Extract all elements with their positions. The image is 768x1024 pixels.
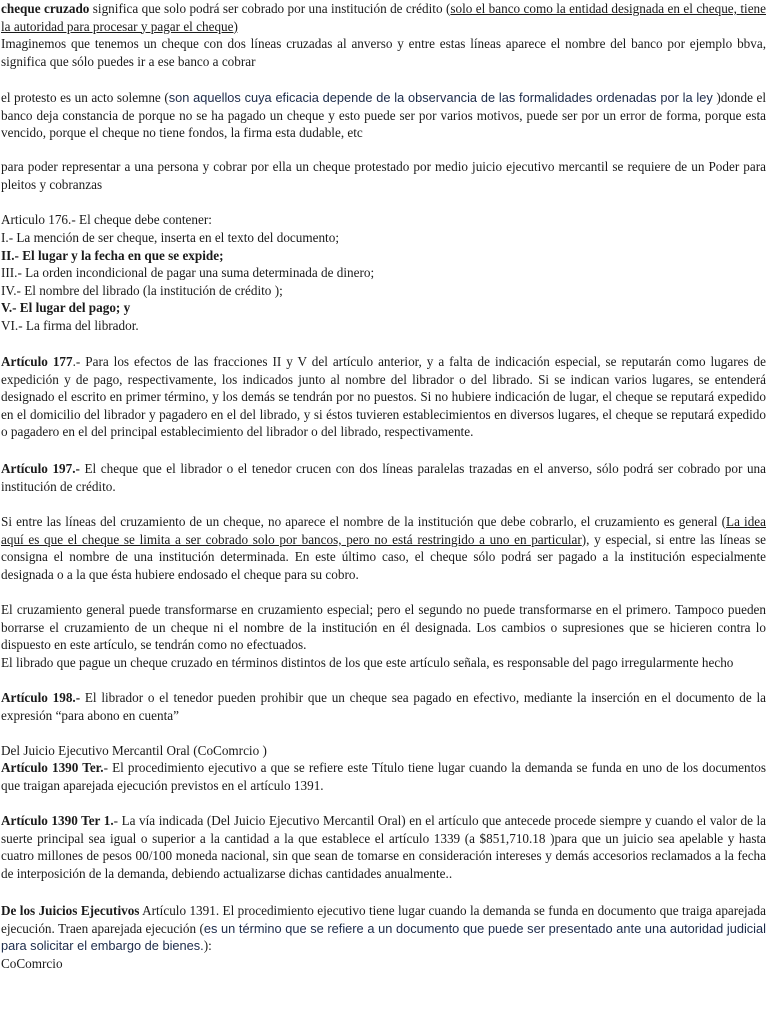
articulo-176-heading: Articulo 176.- El cheque debe contener: [1, 212, 212, 227]
juicios-ejecutivos-paragraph: De los Juicios Ejecutivos Artículo 1391. El procedimiento ejecutivo tiene lugar cuando la demanda se funda en documento que traiga aparejada ejecución. Traen aparejada ejecución (es un término que se refiere a un documento que puede ser presentado ante una autoridad judicial para solicitar el embargo de bienes.): [1, 903, 766, 954]
cheque-cruzado-definition: cheque cruzado significa que solo podrá ser cobrado por una institución de crédito (solo el banco como la entidad designada en el cheque, tiene la autoridad para procesar y pagar el cheque) [1, 1, 766, 34]
articulo-197-paragraph: Artículo 197.- El cheque que el librador o el tenedor crucen con dos líneas paralelas trazadas en el anverso, sólo podrá ser cobrado por una institución de crédito. [1, 461, 766, 494]
cheque-cruzado-term: cheque cruzado [1, 1, 90, 16]
articulo-1390-ter-paragraph: Artículo 1390 Ter.- El procedimiento ejecutivo a que se refiere este Título tiene lugar cuando la demanda se funda en uno de los documentos que traigan aparejada ejecución previstos en el artículo 1391. [1, 760, 766, 793]
cheque-cruzado-underlined-note: solo el banco como la entidad designada en el cheque, tiene la autoridad para procesar y pagar el cheque) [1, 1, 766, 34]
articulo-198-paragraph: Artículo 198.- El librador o el tenedor pueden prohibir que un cheque sea pagado en efectivo, mediante la inserción en el documento de la expresión “para abono en cuenta” [1, 690, 766, 723]
cocomrcio-source: CoComrcio [1, 956, 63, 971]
aparejada-ejecucion-note: es un término que se refiere a un documento que puede ser presentado ante una autoridad judicial para solicitar el embargo de bienes. [1, 920, 766, 954]
articulo-176-item-4: IV.- El nombre del librado (la institución de crédito ); [1, 283, 283, 298]
juicio-ejecutivo-oral-heading: Del Juicio Ejecutivo Mercantil Oral (CoComrcio ) [1, 743, 267, 758]
protesto-definition-note: son aquellos cuya eficacia depende de la observancia de las formalidades ordenadas por la ley [168, 90, 713, 105]
articulo-176-item-2: II.- El lugar y la fecha en que se expide; [1, 248, 224, 263]
articulo-1390-ter-label: Artículo 1390 Ter. [1, 760, 104, 775]
juicios-ejecutivos-label: De los Juicios Ejecutivos [1, 903, 140, 918]
librado-responsable-paragraph: El librado que pague un cheque cruzado en términos distintos de los que este artículo señala, es responsable del pago irregularmente hecho [1, 655, 734, 670]
articulo-176-item-1: I.- La mención de ser cheque, inserta en el texto del documento; [1, 230, 339, 245]
articulo-1390-ter-1-label: Artículo 1390 Ter 1. [1, 813, 114, 828]
protesto-paragraph: el protesto es un acto solemne (son aquellos cuya eficacia depende de la observancia de las formalidades ordenadas por la ley )donde el banco deja constancia de porque no se ha pagado un cheque y esto puede ser por varios motivos, puede ser por un error de forma, porque esta vencido, porque el cheque no tiene fondos, la firma esta dudable, etc [1, 90, 766, 141]
cruzamiento-general-underlined-note: La idea aquí es que el cheque se limita a ser cobrado solo por bancos, pero no está restringido a uno en particular [1, 514, 766, 547]
articulo-177-label: Artículo 177 [1, 354, 73, 369]
cheque-cruzado-example: Imaginemos que tenemos un cheque con dos líneas cruzadas al anverso y entre estas líneas aparece el nombre del banco por ejemplo bbva, significa que sólo puedes ir a ese banco a cobrar [1, 36, 766, 69]
cruzamiento-general-paragraph: Si entre las líneas del cruzamiento de un cheque, no aparece el nombre de la institución que debe cobrarlo, el cruzamiento es general (La idea aquí es que el cheque se limita a ser cobrado solo por bancos, pero no está restringido a uno en particular), y especial, si entre las líneas se consigna el nombre de una institución determinada. En este último caso, el cheque sólo podrá ser pagado a la institución especialmente designada o a la que ésta hubiere endosado el cheque para su cobro. [1, 514, 766, 582]
articulo-197-label: Artículo 197.- [1, 461, 80, 476]
articulo-176-item-6: VI.- La firma del librador. [1, 318, 139, 333]
articulo-198-label: Artículo 198.- [1, 690, 81, 705]
articulo-176-item-3: III.- La orden incondicional de pagar una suma determinada de dinero; [1, 265, 375, 280]
poder-paragraph: para poder representar a una persona y cobrar por ella un cheque protestado por medio juicio ejecutivo mercantil se requiere de un Poder para pleitos y cobranzas [1, 159, 766, 192]
articulo-1390-ter-1-paragraph: Artículo 1390 Ter 1.- La vía indicada (Del Juicio Ejecutivo Mercantil Oral) en el artículo que antecede procede siempre y cuando el valor de la suerte principal sea igual o superior a la cantidad a la que establece el artículo 1339 (a $851,710.18 )para que un juicio sea apelable y hasta cuatro millones de pesos 00/100 moneda nacional, sin que sean de tomarse en consideración intereses y demás accesorios reclamados a la fecha de interposición de la demanda, debiendo actualizarse dichas cantidades anualmente.. [1, 813, 766, 881]
cruzamiento-transformacion-paragraph: El cruzamiento general puede transformarse en cruzamiento especial; pero el segundo no puede transformarse en el primero. Tampoco pueden borrarse el cruzamiento de un cheque ni el nombre de la institución en él designada. Los cambios o supresiones que se hicieren contra lo dispuesto en este artículo, se tendrán como no efectuados. [1, 602, 766, 653]
articulo-177-paragraph: Artículo 177.- Para los efectos de las fracciones II y V del artículo anterior, y a falta de indicación especial, se reputarán como lugares de expedición y de pago, respectivamente, los indicados junto al nombre del librador o del librado. Si se indican varios lugares, se entenderá designado el escrito en primer término, y los demás se tendrán por no puestos. Si no hubiere indicación de lugar, el cheque se reputará expedido en el domicilio del librador y pagadero en el del librado, y si éstos tuvieren establecimientos en diversos lugares, el cheque se reputará expedido o pagadero en el del principal establecimiento del librador o del librado, respectivamente. [1, 354, 766, 440]
articulo-176-item-5: V.- El lugar del pago; y [1, 300, 131, 315]
